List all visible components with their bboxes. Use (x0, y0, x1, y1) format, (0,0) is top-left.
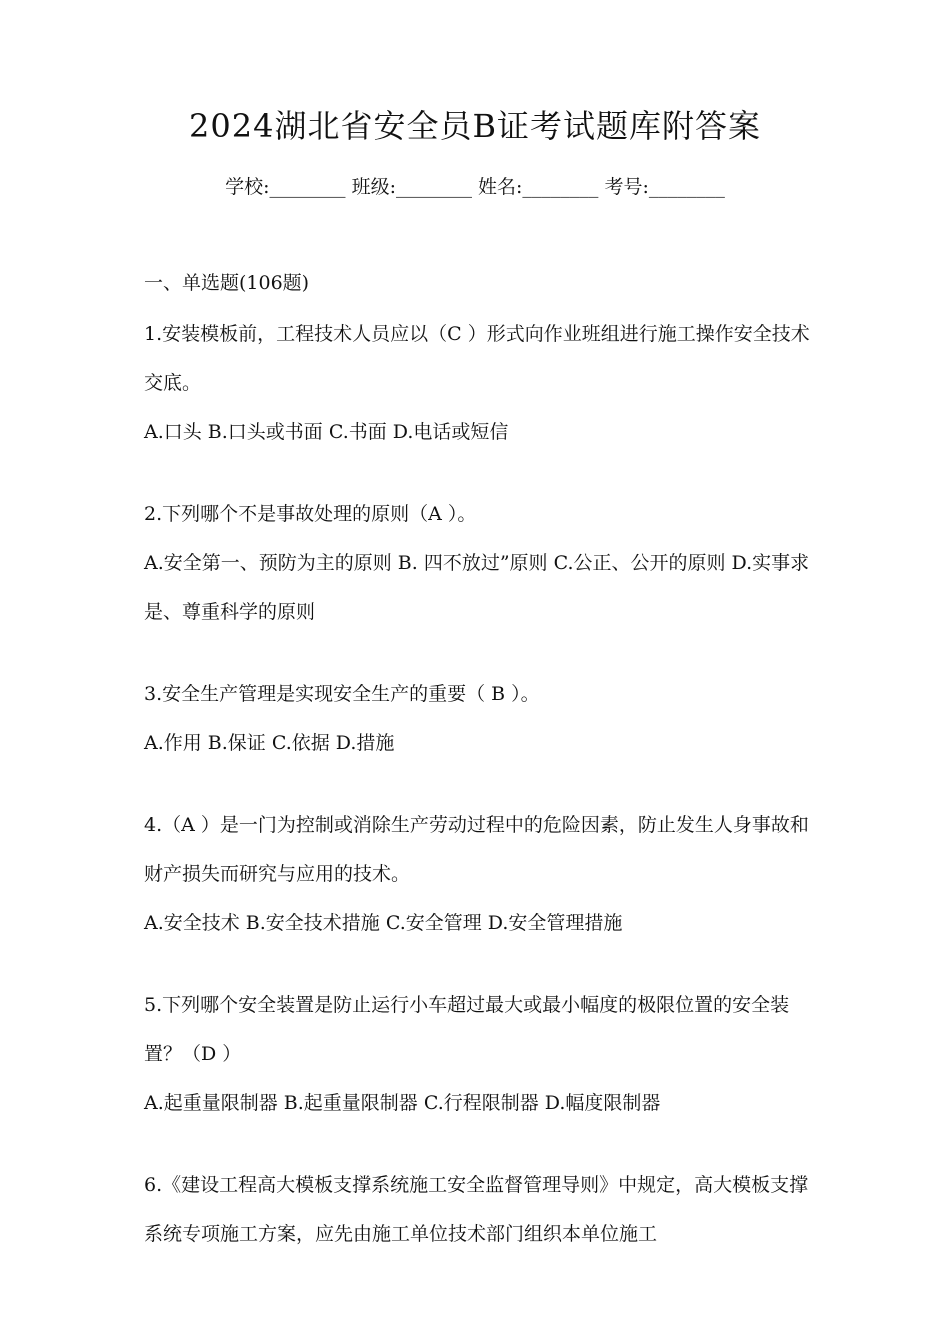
question-stem: 1.安装模板前，工程技术人员应以（C ）形式向作业班组进行施工操作安全技术交底。 (144, 323, 810, 394)
question-stem: 6.《建设工程高大模板支撑系统施工安全监督管理导则》中规定，高大模板支撑系统专项施工方案，应先由施工单位技术部门组织本单位施工 (144, 1174, 809, 1245)
document-body (144, 268, 812, 1292)
question-options: A.作用 B.保证 C.依据 D.措施 (144, 732, 395, 754)
question-item (144, 670, 812, 768)
question-options: A.安全第一、预防为主的原则 B. 四不放过”原则 C.公正、公开的原则 D.实事求是、尊重科学的原则 (144, 552, 810, 623)
question-item (144, 801, 812, 948)
question-item (144, 310, 812, 457)
question-stem: 5.下列哪个安全装置是防止运行小车超过最大或最小幅度的极限位置的安全装置？（D ） (144, 994, 790, 1065)
question-options: A.安全技术 B.安全技术措施 C.安全管理 D.安全管理措施 (144, 912, 623, 934)
question-stem: 3.安全生产管理是实现安全生产的重要（ B ）。 (144, 683, 540, 705)
question-item (144, 981, 812, 1128)
question-options: A.起重量限制器 B.起重量限制器 C.行程限制器 D.幅度限制器 (144, 1092, 661, 1114)
document-title: 2024湖北省安全员B证考试题库附答案 (189, 107, 761, 145)
student-info-line: 学校:________ 班级:________ 姓名:________ 考号:________ (225, 176, 725, 198)
question-stem: 4.（A ）是一门为控制或消除生产劳动过程中的危险因素，防止发生人身事故和财产损失而研究与应用的技术。 (144, 814, 809, 885)
question-item (144, 490, 812, 637)
section-title: 一、单选题(106题) (144, 272, 310, 294)
question-options: A.口头 B.口头或书面 C.书面 D.电话或短信 (144, 421, 509, 443)
question-item (144, 1161, 812, 1259)
question-stem: 2.下列哪个不是事故处理的原则（A ）。 (144, 503, 477, 525)
